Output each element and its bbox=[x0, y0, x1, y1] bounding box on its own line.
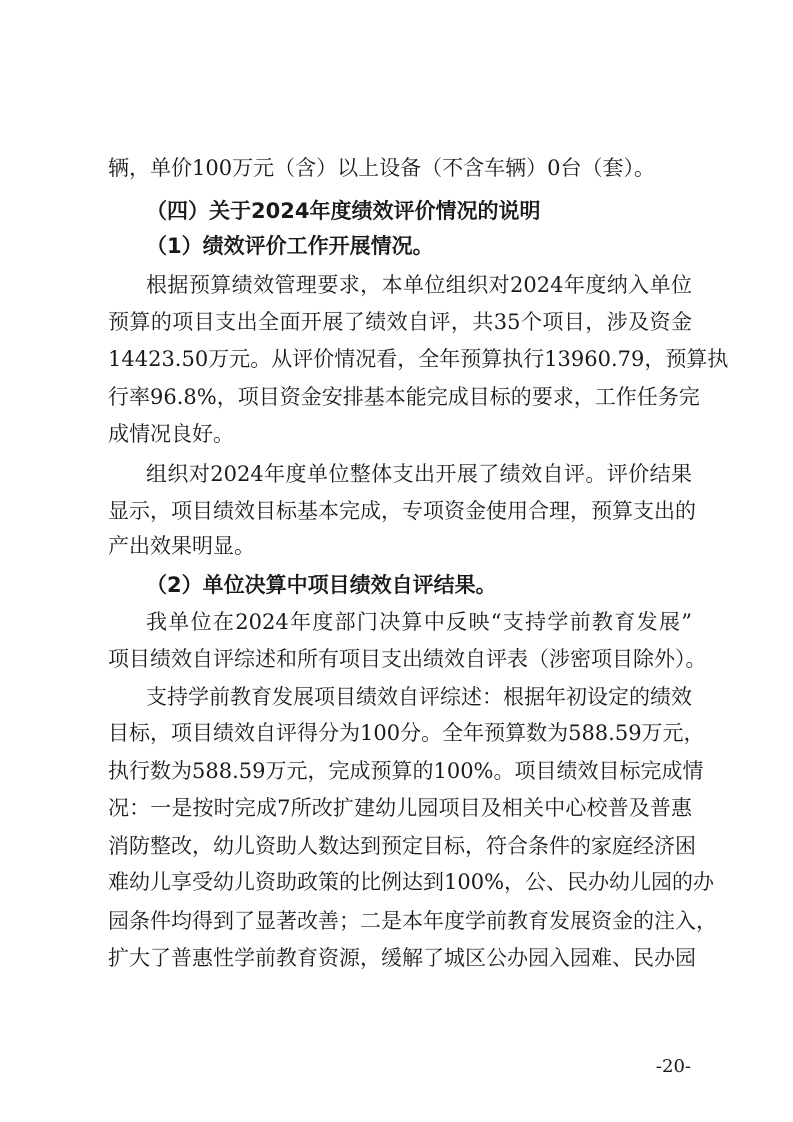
text-line: 显示，项目绩效目标基本完成，专项资金使用合理，预算支出的 bbox=[108, 499, 696, 523]
text-line: 消防整改，幼儿资助人数达到预定目标，符合条件的家庭经济困 bbox=[108, 834, 696, 858]
section-heading: （四）关于2024年度绩效评价情况的说明 bbox=[146, 199, 541, 223]
subsection-heading: （2）单位决算中项目绩效自评结果。 bbox=[146, 573, 497, 597]
text-line: 扩大了普惠性学前教育资源，缓解了城区公办园入园难、民办园 bbox=[108, 946, 696, 970]
text-line: 辆，单价100万元（含）以上设备（不含车辆）0台（套）。 bbox=[108, 156, 655, 180]
text-line: 根据预算绩效管理要求，本单位组织对2024年度纳入单位 bbox=[146, 273, 692, 297]
text-line: 项目绩效自评综述和所有项目支出绩效自评表（涉密项目除外）。 bbox=[108, 647, 707, 671]
subsection-heading: （1）绩效评价工作开展情况。 bbox=[146, 234, 434, 258]
text-line: 14423.50万元。从评价情况看，全年预算执行13960.79，预算执 bbox=[108, 347, 729, 371]
text-line: 我单位在2024年度部门决算中反映“支持学前教育发展” bbox=[146, 610, 692, 634]
text-line: 执行数为588.59万元，完成预算的100%。项目绩效目标完成情 bbox=[108, 759, 704, 783]
text-line: 成情况良好。 bbox=[108, 422, 234, 446]
text-line: 难幼儿享受幼儿资助政策的比例达到100%，公、民办幼儿园的办 bbox=[108, 870, 715, 894]
text-line: 况：一是按时完成7所改扩建幼儿园项目及相关中心校普及普惠 bbox=[108, 796, 692, 820]
text-line: 支持学前教育发展项目绩效自评综述：根据年初设定的绩效 bbox=[146, 685, 692, 709]
text-line: 产出效果明显。 bbox=[108, 534, 255, 558]
text-line: 组织对2024年度单位整体支出开展了绩效自评。评价结果 bbox=[146, 462, 692, 486]
text-line: 行率96.8%，项目资金安排基本能完成目标的要求，工作任务完 bbox=[108, 385, 700, 409]
page-number: -20- bbox=[655, 1056, 691, 1077]
text-line: 预算的项目支出全面开展了绩效自评，共35个项目，涉及资金 bbox=[108, 310, 692, 334]
text-line: 园条件均得到了显著改善；二是本年度学前教育发展资金的注入， bbox=[108, 909, 717, 933]
text-line: 目标，项目绩效自评得分为100分。全年预算数为588.59万元， bbox=[108, 721, 705, 745]
